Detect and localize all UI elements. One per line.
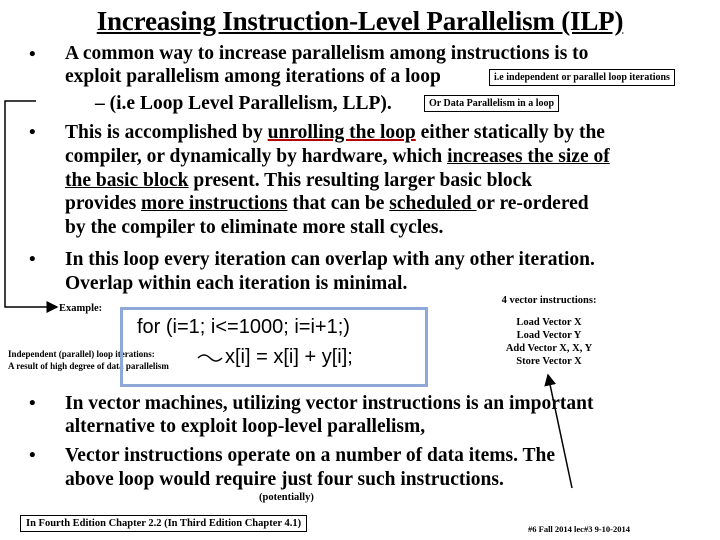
vector-instruction: Load Vector Y bbox=[516, 330, 582, 341]
vector-arrow bbox=[548, 375, 572, 488]
bullet-5-line-1: Vector instructions operate on a number of data items. The bbox=[65, 445, 556, 466]
example-label: Example: bbox=[59, 303, 103, 314]
bullet-5-line-2: above loop would require just four such instructions. bbox=[65, 469, 504, 490]
vector-instruction: Store Vector X bbox=[516, 356, 582, 367]
bullet-4-line-1: In vector machines, utilizing vector instructions is an important bbox=[65, 393, 594, 414]
vector-instruction: Add Vector X, X, Y bbox=[505, 343, 593, 354]
bullet-3-glyph: • bbox=[29, 249, 36, 270]
vector-heading: 4 vector instructions: bbox=[501, 295, 597, 306]
bullet-4-line-2: alternative to exploit loop-level parallelism, bbox=[65, 416, 426, 437]
bullet-2-glyph: • bbox=[29, 122, 36, 143]
potentially-note: (potentially) bbox=[259, 492, 314, 503]
bullet-1-glyph: • bbox=[29, 44, 36, 65]
slide-id: #6 Fall 2014 lec#3 9-10-2014 bbox=[528, 524, 630, 534]
bullet-3-line-2: Overlap within each iteration is minimal. bbox=[65, 273, 408, 294]
loop-iterations-box: i.e independent or parallel loop iterations bbox=[489, 69, 675, 86]
loop-note-line-2: A result of high degree of data parallelism bbox=[8, 361, 169, 371]
bullet-2-line-4: provides more instructions that can be scheduled or re-ordered bbox=[65, 193, 589, 214]
loop-note-line-1: Independent (parallel) loop iterations: bbox=[8, 349, 155, 359]
data-parallelism-box: Or Data Parallelism in a loop bbox=[424, 95, 559, 112]
footer-reference: In Fourth Edition Chapter 2.2 (In Third Edition Chapter 4.1) bbox=[20, 515, 307, 532]
bullet-5-glyph: • bbox=[29, 445, 36, 466]
bullet-1-line-1: A common way to increase parallelism among instructions is to bbox=[65, 43, 589, 64]
sub-point-llp: – (i.e Loop Level Parallelism, LLP). bbox=[95, 93, 392, 114]
code-line-2: x[i] = x[i] + y[i]; bbox=[225, 346, 353, 368]
code-example-box bbox=[120, 307, 428, 387]
bullet-2-line-2: compiler, or dynamically by hardware, which increases the size of bbox=[65, 146, 610, 167]
vector-instruction-list bbox=[484, 316, 614, 368]
bullet-2-line-1: This is accomplished by unrolling the loop either statically by the bbox=[65, 122, 605, 143]
bullet-2-line-5: by the compiler to eliminate more stall cycles. bbox=[65, 217, 444, 238]
page-title: Increasing Instruction-Level Parallelism (ILP) bbox=[96, 6, 624, 36]
code-line-1: for (i=1; i<=1000; i=i+1;) bbox=[137, 316, 350, 338]
bullet-3-line-1: In this loop every iteration can overlap with any other iteration. bbox=[65, 249, 595, 270]
vector-instruction: Load Vector X bbox=[516, 317, 582, 328]
bullet-1-line-2: exploit parallelism among iterations of a loop bbox=[65, 66, 441, 87]
bullet-4-glyph: • bbox=[29, 393, 36, 414]
bullet-2-line-3: the basic block present. This resulting larger basic block bbox=[65, 170, 533, 191]
